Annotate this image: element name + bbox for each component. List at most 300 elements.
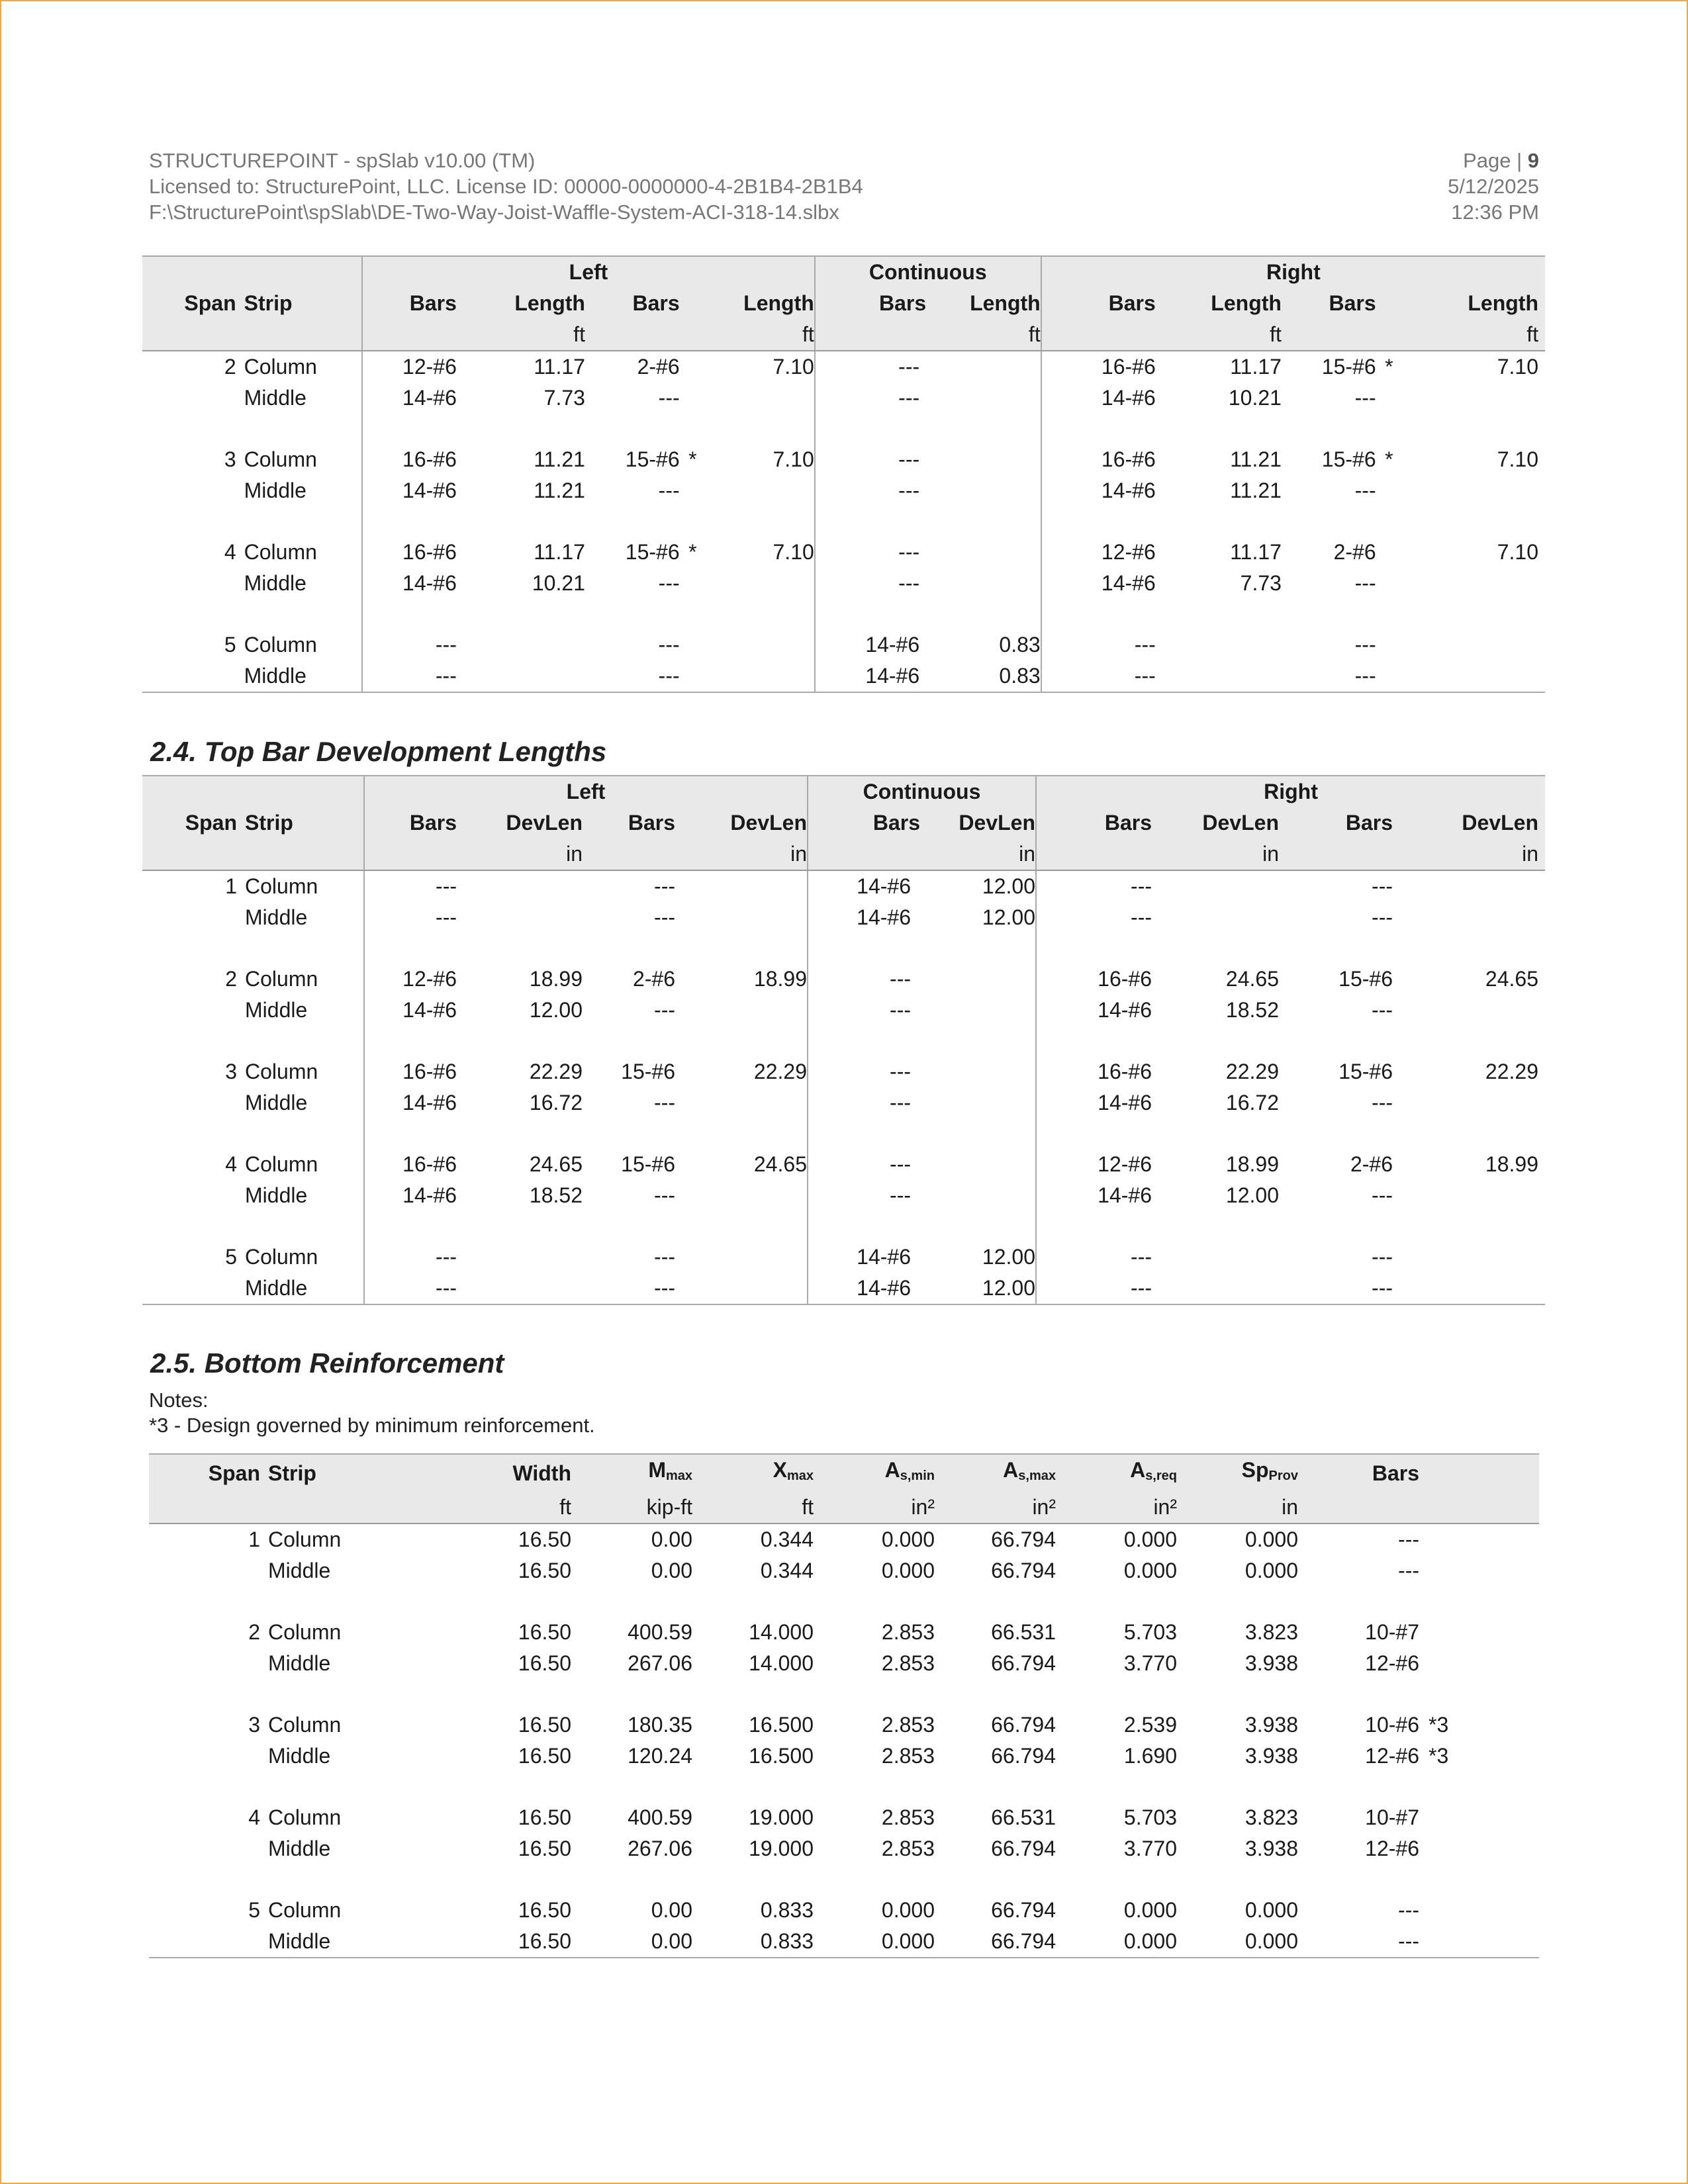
section-title-2-4: 2.4. Top Bar Development Lengths xyxy=(150,736,607,767)
group-left: Left xyxy=(362,256,815,288)
table-row xyxy=(149,1617,1539,1648)
col-asreq: $A_{s,req}$ xyxy=(1056,1454,1177,1492)
table-cell: Column xyxy=(245,1060,318,1083)
table-cell: 400.59 xyxy=(628,1805,692,1829)
table-cell xyxy=(1402,568,1545,599)
table-cell: 66.794 xyxy=(991,1527,1056,1551)
table-cell: 2.853 xyxy=(881,1805,935,1829)
table-cell: 16-#6 xyxy=(362,444,457,475)
page-number: 9 xyxy=(1527,149,1539,172)
table-cell xyxy=(675,995,808,1026)
table-cell xyxy=(920,1180,1036,1211)
table-cell: 11.21 xyxy=(1230,447,1282,471)
col-bars: Bars xyxy=(1279,807,1393,839)
table-cell: 3.823 xyxy=(1244,1805,1298,1829)
table-cell: 10.21 xyxy=(1228,386,1282,410)
table-cell: 66.794 xyxy=(991,1559,1056,1582)
unit-sp: in xyxy=(1177,1492,1298,1524)
table-cell: 2.853 xyxy=(881,1713,935,1737)
table-row xyxy=(142,629,1545,660)
table-cell: --- xyxy=(658,633,680,657)
table-cell xyxy=(920,964,1036,995)
table-cell: 5 xyxy=(224,633,236,657)
table-cell: 3.938 xyxy=(1244,1651,1298,1675)
table-row xyxy=(142,568,1545,599)
table-cell: 12.00 xyxy=(982,905,1035,929)
table-cell: 3.938 xyxy=(1244,1713,1298,1737)
table-cell xyxy=(926,568,1041,599)
table-row xyxy=(142,1087,1545,1118)
table-cell: 18.99 xyxy=(1225,1152,1279,1176)
table-cell xyxy=(1376,660,1402,692)
table-cell: 4 xyxy=(248,1805,260,1829)
table-cell: 2-#6 xyxy=(1350,1152,1393,1176)
unit-in: in xyxy=(1393,839,1545,870)
table-cell: 14-#6 xyxy=(362,475,457,506)
table-cell: 15-#6 xyxy=(625,540,680,564)
table-row xyxy=(142,995,1545,1026)
table-cell: Column xyxy=(245,1152,318,1176)
table-cell: 14.000 xyxy=(749,1620,814,1644)
table-cell: 0.000 xyxy=(881,1929,935,1953)
table-cell: 1 xyxy=(225,874,237,898)
table-cell: 15-#6 xyxy=(1321,355,1376,379)
table-cell: Column xyxy=(268,1898,342,1922)
table-cell: --- xyxy=(1372,905,1393,929)
table-cell: Middle xyxy=(245,1091,308,1115)
unit-ft: ft xyxy=(1156,319,1282,351)
table-cell: Middle xyxy=(245,998,308,1022)
table-cell xyxy=(680,568,706,599)
col-bars: Bars xyxy=(815,288,926,319)
table-cell: 1 xyxy=(248,1527,260,1551)
table-cell: 0.344 xyxy=(760,1527,814,1551)
unit-in: in xyxy=(1152,839,1279,870)
col-width: Width xyxy=(400,1454,571,1492)
table-cell: 66.531 xyxy=(991,1805,1056,1829)
table-cell: 14-#6 xyxy=(808,1242,920,1273)
header-date: 5/12/2025 xyxy=(1448,175,1539,198)
table-cell xyxy=(1152,1273,1279,1304)
table-cell: 16.500 xyxy=(749,1744,814,1768)
table-cell xyxy=(149,1648,268,1679)
table-cell: 15-#6 xyxy=(621,1152,675,1176)
table-cell xyxy=(1376,568,1402,599)
table-cell: --- xyxy=(1398,1898,1419,1922)
table-cell: 2-#6 xyxy=(632,967,675,991)
table-cell: 12-#6 xyxy=(1365,1837,1419,1860)
table-cell: 7.10 xyxy=(1497,540,1538,564)
table-cell: 16.50 xyxy=(518,1744,571,1768)
table-cell: 10.21 xyxy=(532,571,585,595)
table-row xyxy=(142,1242,1545,1273)
table-cell: 66.794 xyxy=(991,1929,1056,1953)
table-cell xyxy=(675,1273,808,1304)
table-cell xyxy=(926,475,1041,506)
col-bars: Bars xyxy=(1041,288,1156,319)
table-cell: --- xyxy=(654,1245,675,1269)
table-cell: 14-#6 xyxy=(364,1180,457,1211)
table-cell: --- xyxy=(1036,1242,1152,1273)
table-cell: 180.35 xyxy=(628,1713,692,1737)
table-cell: --- xyxy=(1372,1276,1393,1300)
group-right: Right xyxy=(1041,256,1545,288)
table-cell: 7.10 xyxy=(1497,355,1538,379)
table-cell: 0.000 xyxy=(1244,1559,1298,1582)
table-cell xyxy=(675,1242,808,1273)
table-cell xyxy=(1376,537,1402,568)
table-cell: --- xyxy=(1398,1527,1419,1551)
table-cell: 16-#6 xyxy=(364,1056,457,1087)
table-cell: --- xyxy=(1372,998,1393,1022)
table-cell: 0.000 xyxy=(881,1559,935,1582)
table-cell: --- xyxy=(808,1056,920,1087)
table-cell: 10-#6 xyxy=(1365,1713,1419,1737)
table-cell: 4 xyxy=(225,1152,237,1176)
table-cell xyxy=(457,902,583,933)
table-cell: 15-#6 xyxy=(625,447,680,471)
table-cell: 12-#6 xyxy=(1365,1651,1419,1675)
table-cell: 14-#6 xyxy=(1041,568,1156,599)
table-cell xyxy=(675,870,808,902)
table-cell xyxy=(1393,995,1545,1026)
col-length: Length xyxy=(1156,288,1282,319)
table-cell xyxy=(920,1056,1036,1087)
table-cell: * xyxy=(688,540,697,564)
table-cell: 7.73 xyxy=(543,386,585,410)
table-cell: Column xyxy=(245,1245,318,1269)
table-cell: --- xyxy=(1354,571,1376,595)
table-cell: --- xyxy=(1372,1091,1393,1115)
table-cell: 3.770 xyxy=(1123,1837,1177,1860)
table-cell: 16.50 xyxy=(518,1929,571,1953)
table-cell: 11.21 xyxy=(534,447,585,471)
table-cell: 12.00 xyxy=(1225,1183,1279,1207)
table-cell: 0.00 xyxy=(651,1929,692,1953)
table-cell: 0.833 xyxy=(760,1929,814,1953)
table-cell xyxy=(926,537,1041,568)
table-cell: 14-#6 xyxy=(808,1273,920,1304)
table-cell: --- xyxy=(362,660,457,692)
table-cell: 16.50 xyxy=(518,1805,571,1829)
table-cell: 22.29 xyxy=(529,1060,583,1083)
table-cell: --- xyxy=(1354,478,1376,502)
table-cell: 5.703 xyxy=(1123,1805,1177,1829)
table-row xyxy=(142,444,1545,475)
table-cell: 11.17 xyxy=(534,355,585,379)
table-cell: 24.65 xyxy=(1485,967,1538,991)
table-cell: 14-#6 xyxy=(1036,995,1152,1026)
table-cell: 16-#6 xyxy=(1036,964,1152,995)
table-cell: --- xyxy=(808,995,920,1026)
table-cell: 14-#6 xyxy=(1041,383,1156,414)
table-cell xyxy=(1152,902,1279,933)
table-cell: --- xyxy=(654,1091,675,1115)
table-cell xyxy=(675,1087,808,1118)
table-row xyxy=(149,1741,1539,1772)
table-cell xyxy=(1419,1833,1539,1864)
table-cell: --- xyxy=(654,998,675,1022)
header-time: 12:36 PM xyxy=(1451,201,1539,224)
table-cell xyxy=(920,1149,1036,1180)
col-asmax: $A_{s,max}$ xyxy=(935,1454,1056,1492)
table-cell: 15-#6 xyxy=(1338,967,1393,991)
unit-width: ft xyxy=(400,1492,571,1524)
table-cell: 16.50 xyxy=(518,1651,571,1675)
unit-ft: ft xyxy=(926,319,1041,351)
table-cell xyxy=(1156,629,1282,660)
table-cell xyxy=(457,870,583,902)
table-row xyxy=(149,1648,1539,1679)
table-cell: 0.000 xyxy=(1244,1929,1298,1953)
table-cell: --- xyxy=(815,444,926,475)
table-cell: 3 xyxy=(224,447,236,471)
table-cell: 18.99 xyxy=(1485,1152,1538,1176)
table-cell: Column xyxy=(245,874,318,898)
table-cell xyxy=(1419,1648,1539,1679)
table-cell xyxy=(680,475,706,506)
table-cell: Middle xyxy=(268,1559,331,1582)
table-cell: --- xyxy=(364,1273,457,1304)
table-cell: 14-#6 xyxy=(362,383,457,414)
group-right: Right xyxy=(1036,776,1545,807)
table-cell: 16-#6 xyxy=(362,537,457,568)
col-span: Span xyxy=(149,1454,268,1492)
table-cell: 18.99 xyxy=(753,967,807,991)
section-title-2-5: 2.5. Bottom Reinforcement xyxy=(150,1347,504,1379)
table-cell xyxy=(1419,1895,1539,1926)
table-cell: 7.10 xyxy=(773,447,814,471)
notes xyxy=(149,1388,595,1438)
bottom-reinforcement-table xyxy=(149,1453,1539,1958)
table-cell: --- xyxy=(808,1149,920,1180)
unit-ft: ft xyxy=(1402,319,1545,351)
table-cell: 0.83 xyxy=(999,633,1041,657)
table-cell: 14-#6 xyxy=(808,870,920,902)
table-cell: --- xyxy=(658,664,680,688)
table-cell: 66.794 xyxy=(991,1651,1056,1675)
table-cell: Middle xyxy=(245,905,308,929)
table-cell: --- xyxy=(1041,660,1156,692)
col-strip: Strip xyxy=(268,1454,400,1492)
table-cell: 0.000 xyxy=(1123,1527,1177,1551)
table-cell: 22.29 xyxy=(753,1060,807,1083)
table-cell: 12.00 xyxy=(982,1276,1035,1300)
table-cell xyxy=(1152,1242,1279,1273)
table-cell: 10-#7 xyxy=(1365,1805,1419,1829)
table-cell: --- xyxy=(1041,629,1156,660)
table-row xyxy=(142,1273,1545,1304)
table-cell xyxy=(1402,475,1545,506)
table-cell: 12-#6 xyxy=(362,351,457,383)
table-cell: 267.06 xyxy=(628,1651,692,1675)
table-cell: --- xyxy=(1398,1559,1419,1582)
col-devlen: DevLen xyxy=(457,807,583,839)
col-bars: Bars xyxy=(364,807,457,839)
table-cell: --- xyxy=(654,1183,675,1207)
col-sp-prov: $Sp_{Prov}$ xyxy=(1177,1454,1298,1492)
table-cell: --- xyxy=(815,351,926,383)
table-cell: 66.794 xyxy=(991,1744,1056,1768)
table-cell xyxy=(1393,1242,1545,1273)
table-cell: 1.690 xyxy=(1123,1744,1177,1768)
table-cell: Middle xyxy=(268,1744,331,1768)
table-cell: Middle xyxy=(268,1837,331,1860)
table-cell: 3.938 xyxy=(1244,1837,1298,1860)
table-cell: --- xyxy=(364,870,457,902)
table-cell: 16-#6 xyxy=(1041,351,1156,383)
unit-in: in xyxy=(675,839,808,870)
table-cell xyxy=(680,629,706,660)
table-cell: --- xyxy=(362,629,457,660)
col-bars: Bars xyxy=(1298,1454,1419,1492)
unit-asmin: in² xyxy=(814,1492,935,1524)
unit-ft: ft xyxy=(457,319,585,351)
table-cell xyxy=(1393,1087,1545,1118)
table-cell: 0.000 xyxy=(1123,1898,1177,1922)
table-cell xyxy=(706,568,815,599)
col-length: Length xyxy=(926,288,1041,319)
table-cell xyxy=(142,475,244,506)
table-cell: * xyxy=(1385,355,1393,379)
table-cell: --- xyxy=(815,475,926,506)
table-cell: 400.59 xyxy=(628,1620,692,1644)
table-cell: 14-#6 xyxy=(1036,1180,1152,1211)
table-cell xyxy=(1393,1273,1545,1304)
table-cell: 0.000 xyxy=(881,1898,935,1922)
table-cell xyxy=(1419,1617,1539,1648)
table-cell: 15-#6 xyxy=(621,1060,675,1083)
table-cell: --- xyxy=(808,1087,920,1118)
table-row xyxy=(142,1149,1545,1180)
table-cell xyxy=(1152,870,1279,902)
table-row xyxy=(142,383,1545,414)
unit-asreq: in² xyxy=(1056,1492,1177,1524)
table-cell: Column xyxy=(244,540,317,564)
col-devlen: DevLen xyxy=(920,807,1036,839)
table-cell: 3.770 xyxy=(1123,1651,1177,1675)
table-cell: 0.000 xyxy=(1244,1527,1298,1551)
col-bars: Bars xyxy=(585,288,680,319)
col-span: Span xyxy=(142,807,245,839)
table-cell xyxy=(457,629,585,660)
table-cell xyxy=(149,1741,268,1772)
table-cell: 3 xyxy=(248,1713,260,1737)
table-cell: 7.10 xyxy=(773,540,814,564)
table-cell: 16.72 xyxy=(529,1091,583,1115)
table-cell: 3 xyxy=(225,1060,237,1083)
unit-asmax: in² xyxy=(935,1492,1056,1524)
table-cell xyxy=(926,351,1041,383)
table-cell: 14-#6 xyxy=(815,629,926,660)
table-cell: 3.938 xyxy=(1244,1744,1298,1768)
col-bars: Bars xyxy=(808,807,920,839)
top-bar-lengths-body xyxy=(142,351,1545,692)
table-cell: Middle xyxy=(245,1183,308,1207)
table-cell: --- xyxy=(654,905,675,929)
table-cell: 19.000 xyxy=(749,1837,814,1860)
top-bar-devlen-table xyxy=(142,775,1545,1305)
col-devlen: DevLen xyxy=(675,807,808,839)
table-row xyxy=(149,1555,1539,1586)
table-cell xyxy=(1419,1926,1539,1958)
table-cell xyxy=(706,475,815,506)
table-cell: *3 xyxy=(1429,1713,1449,1737)
table-cell xyxy=(1376,475,1402,506)
table-cell: Middle xyxy=(244,478,306,502)
table-cell: 0.000 xyxy=(1244,1898,1298,1922)
table-cell: Middle xyxy=(268,1929,331,1953)
table-cell xyxy=(1376,629,1402,660)
table-cell: --- xyxy=(815,383,926,414)
table-cell: 15-#6 xyxy=(1321,447,1376,471)
table-cell: 5.703 xyxy=(1123,1620,1177,1644)
page-label: Page | xyxy=(1463,149,1528,172)
table-cell: Middle xyxy=(245,1276,308,1300)
col-bars: Bars xyxy=(1036,807,1152,839)
table-row xyxy=(142,1056,1545,1087)
top-bar-lengths-table xyxy=(142,255,1545,693)
col-length: Length xyxy=(706,288,815,319)
table-cell: 11.17 xyxy=(1230,355,1282,379)
table-row xyxy=(149,1802,1539,1833)
group-continuous: Continuous xyxy=(808,776,1036,807)
table-row xyxy=(142,660,1545,692)
table-cell: 18.99 xyxy=(529,967,583,991)
table-cell: --- xyxy=(815,568,926,599)
table-cell: 11.21 xyxy=(1230,478,1282,502)
table-cell: 2 xyxy=(248,1620,260,1644)
table-cell: 66.531 xyxy=(991,1620,1056,1644)
table-row xyxy=(142,964,1545,995)
table-cell: 0.000 xyxy=(881,1527,935,1551)
table-cell xyxy=(675,1180,808,1211)
table-cell: Column xyxy=(244,447,317,471)
col-asmin: $A_{s,min}$ xyxy=(814,1454,935,1492)
table-row xyxy=(142,902,1545,933)
table-cell xyxy=(142,660,244,692)
table-cell: * xyxy=(688,447,697,471)
table-cell xyxy=(142,1087,245,1118)
table-cell: --- xyxy=(1036,870,1152,902)
table-cell xyxy=(142,1273,245,1304)
col-strip: Strip xyxy=(244,288,363,319)
table-row xyxy=(149,1833,1539,1864)
table-cell: --- xyxy=(364,1242,457,1273)
table-cell: 2.853 xyxy=(881,1744,935,1768)
table-row xyxy=(142,1180,1545,1211)
table-cell: Column xyxy=(268,1805,342,1829)
table-cell: --- xyxy=(1036,1273,1152,1304)
table-cell: 2.853 xyxy=(881,1837,935,1860)
table-cell: 14-#6 xyxy=(364,995,457,1026)
table-cell: 11.17 xyxy=(1230,540,1282,564)
table-cell: Middle xyxy=(268,1651,331,1675)
table-cell: 16.50 xyxy=(518,1527,571,1551)
table-row xyxy=(142,870,1545,902)
table-cell: 14-#6 xyxy=(1041,475,1156,506)
table-cell: 14-#6 xyxy=(1036,1087,1152,1118)
table-cell: 0.00 xyxy=(651,1527,692,1551)
table-cell: 5 xyxy=(225,1245,237,1269)
table-cell xyxy=(1402,660,1545,692)
table-cell: 16-#6 xyxy=(1036,1056,1152,1087)
bottom-reinforcement-body xyxy=(149,1524,1539,1958)
table-cell: 2 xyxy=(225,967,237,991)
table-cell: --- xyxy=(1354,386,1376,410)
table-cell: *3 xyxy=(1429,1744,1449,1768)
table-cell xyxy=(706,629,815,660)
